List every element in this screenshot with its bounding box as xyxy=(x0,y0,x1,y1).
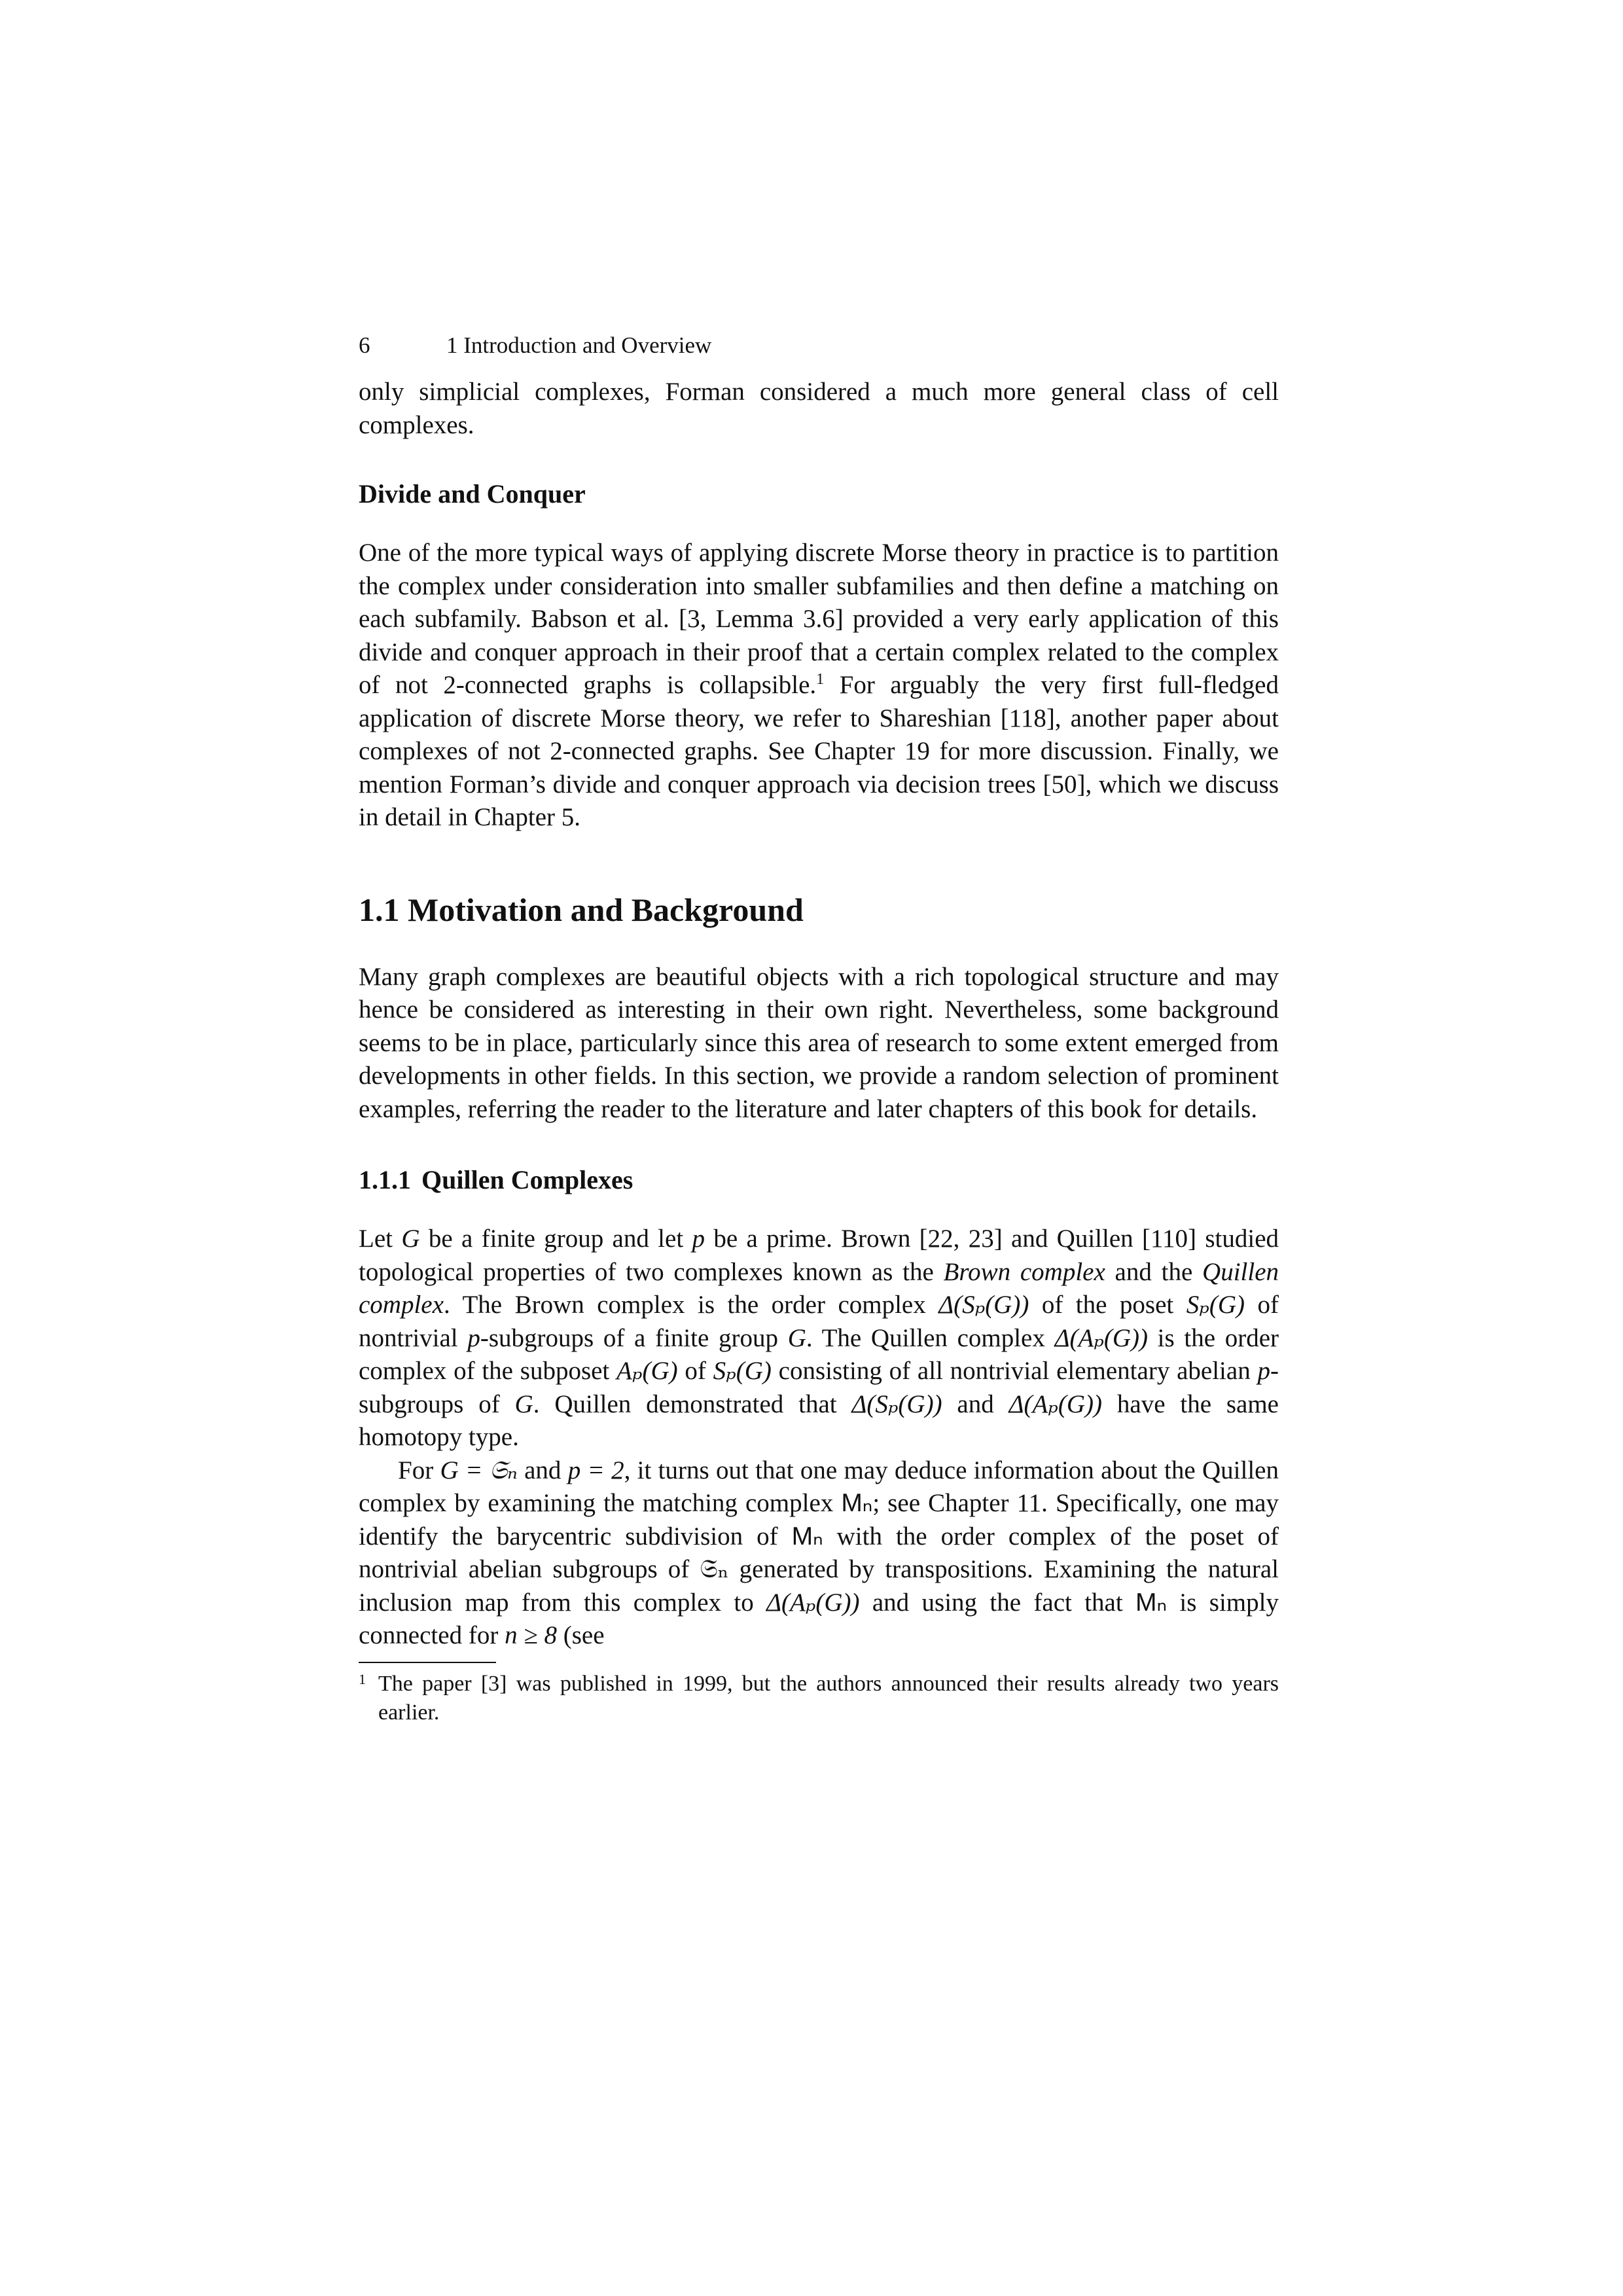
text-run: is the order complex of the subposet xyxy=(359,1323,1279,1385)
math-expression: p = 2 xyxy=(567,1456,624,1484)
running-head xyxy=(359,331,1279,360)
text-run: be a finite group and let xyxy=(419,1225,692,1253)
subsection-title: Quillen Complexes xyxy=(421,1165,633,1194)
text-run: Let xyxy=(359,1225,402,1253)
math-expression: Sₚ(G) xyxy=(1186,1291,1245,1319)
text-run: and xyxy=(942,1390,1009,1418)
math-expression: Δ(Aₚ(G)) xyxy=(1008,1390,1103,1418)
page-body xyxy=(359,331,1279,1727)
quillen-paragraph-2 xyxy=(359,1454,1279,1653)
text-run: of xyxy=(677,1357,713,1385)
math-expression: Δ(Aₚ(G)) xyxy=(766,1588,860,1617)
text-run: is simply connected for xyxy=(359,1588,1279,1649)
text-run: have the same homotopy type. xyxy=(359,1390,1279,1451)
footnote-reference[interactable]: 1 xyxy=(816,671,825,688)
math-expression: Mₙ xyxy=(791,1522,823,1551)
text-run: . The Brown complex is the order complex xyxy=(443,1291,939,1319)
text-run: For xyxy=(398,1456,440,1484)
text-run: . The Quillen complex xyxy=(806,1323,1055,1352)
quillen-paragraph-1 xyxy=(359,1223,1279,1454)
divide-and-conquer-paragraph xyxy=(359,537,1279,834)
emphasized-term: Brown complex xyxy=(943,1257,1105,1286)
text-run: , it turns out that one may deduce information about the Quillen complex by examining the matching complex xyxy=(359,1456,1279,1517)
text-run: and the xyxy=(1105,1257,1203,1286)
math-expression: Δ(Sₚ(G)) xyxy=(851,1390,942,1418)
paragraph-text: One of the more typical ways of applying discrete Morse theory in practice is to partition the complex under consideration into smaller subfamilies and then define a matching on each subfamily. Babson et al. [3, Lemma 3.6] provided a very early application of this divide and conquer approach in their proof that a certain complex related to the complex of not 2-connected graphs is collapsible. xyxy=(359,539,1279,699)
section-paragraph: Many graph complexes are beautiful objects with a rich topological structure and may hence be considered as interesting in their own right. Nevertheless, some background seems to be in place, particularly since this area of research to some extent emerged from developments in other fields. In this section, we provide a random selection of prominent examples, referring the reader to the literature and later chapters of this book for details. xyxy=(359,962,1279,1123)
emphasized-term: Quillen complex xyxy=(359,1257,1279,1319)
text-run: -subgroups of a finite group xyxy=(480,1323,788,1352)
text-run: -subgroups of xyxy=(359,1357,1279,1418)
divide-and-conquer-heading: Divide and Conquer xyxy=(359,479,586,509)
text-run: generated by transpositions. Examining the natural inclusion map from this complex to xyxy=(359,1555,1279,1617)
math-expression: Mₙ xyxy=(1135,1588,1168,1617)
math-symbol: G xyxy=(514,1390,533,1418)
math-expression: 𝔖ₙ xyxy=(700,1555,729,1583)
footnote-text: The paper [3] was published in 1999, but the authors announced their results already two years earlier. xyxy=(378,1671,1279,1725)
math-symbol: G xyxy=(401,1225,420,1253)
text-run: . Quillen demonstrated that xyxy=(533,1390,852,1418)
math-expression: Mₙ xyxy=(841,1489,873,1517)
math-symbol: G xyxy=(787,1323,806,1352)
chapter-title: 1 Introduction and Overview xyxy=(446,332,712,358)
section-heading: 1.1 Motivation and Background xyxy=(359,891,804,928)
text-run: of nontrivial xyxy=(359,1291,1279,1352)
math-expression: Δ(Aₚ(G)) xyxy=(1054,1323,1148,1352)
math-symbol: p xyxy=(1257,1357,1270,1385)
math-expression: Δ(Sₚ(G)) xyxy=(938,1291,1029,1319)
text-run: ; see Chapter 11. Specifically, one may identify the barycentric subdivision of xyxy=(359,1489,1279,1551)
text-run: of the poset xyxy=(1029,1291,1186,1319)
math-expression: Aₚ(G) xyxy=(616,1357,678,1385)
math-expression: Sₚ(G) xyxy=(713,1357,772,1385)
text-run: be a prime. Brown [22, 23] and Quillen [110] studied topological properties of two complexes known as the xyxy=(359,1225,1279,1286)
text-run: (see xyxy=(556,1621,605,1649)
footnote-mark: 1 xyxy=(359,1670,366,1687)
page-number: 6 xyxy=(359,332,370,358)
math-symbol: p xyxy=(692,1225,705,1253)
intro-paragraph: only simplicial complexes, Forman considered a much more general class of cell complexes. xyxy=(359,378,1279,439)
text-run: with the order complex of the poset of nontrivial abelian subgroups of xyxy=(359,1522,1279,1583)
paragraph-text: For arguably the very first full-fledged application of discrete Morse theory, we refer to Shareshian [118], another paper about complexes of not 2-connected graphs. See Chapter 19 for more discussion. Finally, we mention Forman’s divide and conquer approach via decision trees [50], which we discuss in detail in Chapter 5. xyxy=(359,671,1279,831)
subsection-number: 1.1.1 xyxy=(359,1165,411,1194)
math-expression: n ≥ 8 xyxy=(505,1621,557,1649)
footnote xyxy=(359,1670,1279,1727)
text-run: and xyxy=(517,1456,568,1484)
math-expression: G = 𝔖ₙ xyxy=(440,1456,518,1484)
subsection-heading xyxy=(359,1164,1279,1196)
text-run: consisting of all nontrivial elementary abelian xyxy=(771,1357,1258,1385)
footnote-divider xyxy=(359,1662,496,1663)
text-run: and using the fact that xyxy=(859,1588,1136,1617)
math-symbol: p xyxy=(467,1323,480,1352)
